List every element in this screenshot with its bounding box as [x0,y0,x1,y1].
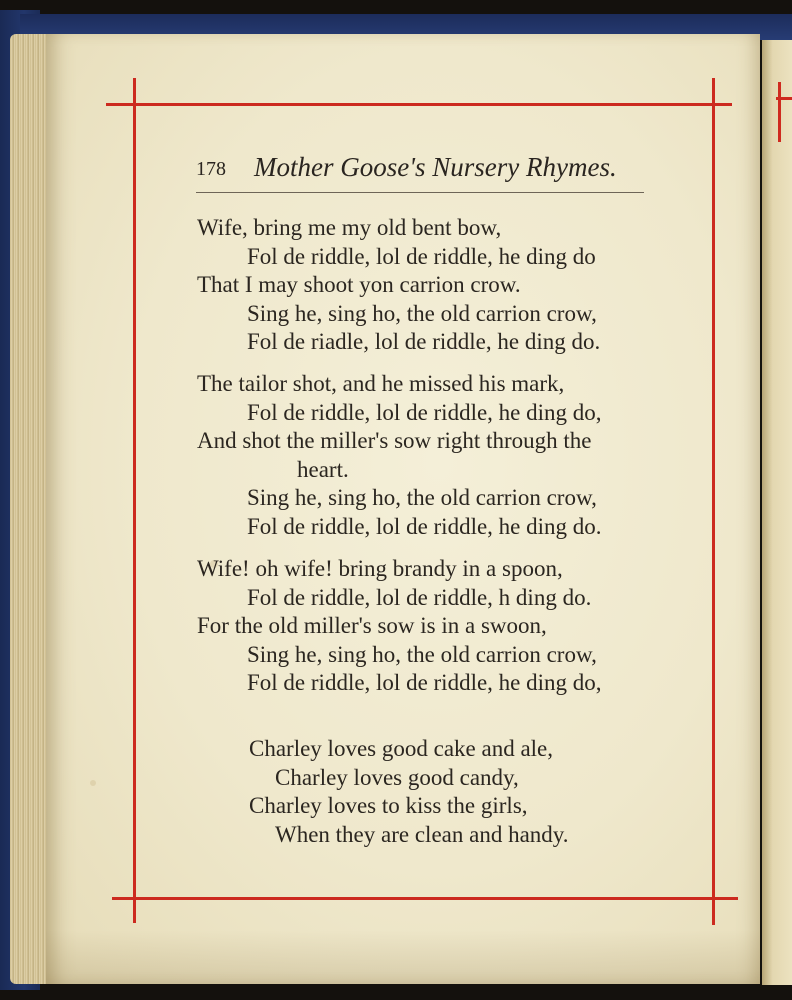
verse-line: The tailor shot, and he missed his mark, [197,371,565,396]
verse-line: Sing he, sing ho, the old carrion crow, [247,300,597,326]
stanza [197,214,600,357]
verse-line: Fol de riddle, lol de riddle, he ding do. [247,513,602,539]
verse-line: When they are clean and handy. [275,821,569,847]
book-title: Mother Goose's Nursery Rhymes. [254,152,617,182]
foxing-spot [90,780,96,786]
verse-line: That I may shoot yon carrion crow. [197,272,521,297]
stanza [249,735,569,849]
verse-line: Fol de riadle, lol de riddle, he ding do. [247,329,601,354]
border-rule-left [133,78,136,923]
verse-line: Fol de riddle, lol de riddle, h ding do. [247,584,592,610]
verse-line: Fol de riddle, lol de riddle, he ding do, [247,670,602,695]
adjacent-page-rule-vertical [778,82,781,142]
page-number: 178 [196,158,226,180]
verse-line: For the old miller's sow is in a swoon, [197,613,547,638]
verse-line: Sing he, sing ho, the old carrion crow, [247,641,597,667]
stanza [197,370,602,541]
verse-line: Sing he, sing ho, the old carrion crow, [247,485,597,510]
verse-line: heart. [297,456,349,482]
verse-line: Wife, bring me my old bent bow, [197,215,502,240]
page-shadow [46,930,760,984]
running-head [196,152,626,192]
border-rule-right [712,78,715,925]
border-rule-top [106,103,732,106]
verse-line: Charley loves good cake and ale, [249,736,553,761]
header-rule [196,192,644,193]
verse-line: Fol de riddle, lol de riddle, he ding do [247,243,596,269]
adjacent-page [762,40,792,985]
stanza [197,555,602,698]
verse-line: Charley loves good candy, [275,764,519,790]
verse-line: And shot the miller's sow right through the [197,428,592,453]
verse-line: Wife! oh wife! bring brandy in a spoon, [197,556,563,581]
verse-line: Charley loves to kiss the girls, [249,793,528,818]
border-rule-bottom [112,897,738,900]
verse-line: Fol de riddle, lol de riddle, he ding do, [247,399,602,425]
